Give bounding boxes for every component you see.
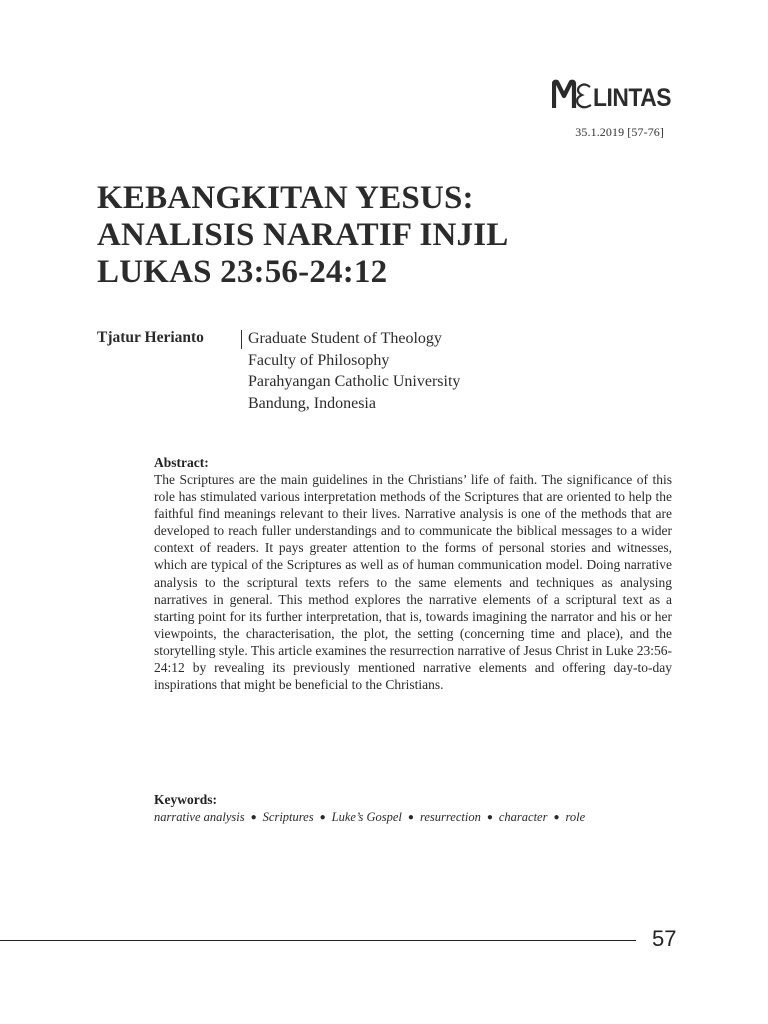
bullet-separator: ● (250, 812, 257, 823)
keyword: role (565, 810, 586, 824)
footer-rule (0, 940, 636, 941)
keywords-list (154, 808, 684, 828)
affiliation-line: Graduate Student of Theology (248, 330, 442, 347)
bullet-separator: ● (319, 812, 326, 823)
keyword: Scriptures (262, 810, 314, 824)
title-line: ANALISIS NARATIF INJIL (97, 217, 509, 253)
author-divider (241, 330, 242, 349)
abstract-section (154, 454, 672, 693)
affiliation-line: Bandung, Indonesia (248, 394, 376, 412)
bullet-separator: ● (553, 812, 560, 823)
article-title (97, 180, 697, 291)
issue-info: 35.1.2019 [57-76] (575, 125, 664, 139)
affiliation-line: Parahyangan Catholic University (248, 373, 461, 390)
author-affiliation (248, 328, 460, 414)
svg-text:LINTAS: LINTAS (593, 84, 671, 112)
keywords-section (154, 791, 684, 828)
abstract-label: Abstract: (154, 455, 209, 470)
bullet-separator: ● (407, 812, 414, 823)
title-line: LUKAS 23:56-24:12 (97, 254, 388, 290)
title-line: KEBANGKITAN YESUS: (97, 180, 474, 216)
page-number: 57 (652, 926, 677, 951)
keyword: character (498, 810, 548, 824)
keyword: Luke’s Gospel (331, 810, 402, 824)
abstract-text: The Scriptures are the main guidelines in the Christians’ life of faith. The significance of this role has stimulated various interpretation methods of the Scriptures that are oriented to help the faithful find meanings relevant to their lives. Narrative analysis is one of the methods that are developed to reach fuller understandings and to communicate the biblical messages to a wider context of readers. It pays greater attention to the forms of personal stories and witnesses, which are typical of the Scriptures as well as of human communication model. Doing narrative analysis to the scriptural texts refers to the same elements and techniques as analysing narratives in general. This method explores the narrative elements of a scriptural text as a starting point for its further interpretation, that is, towards imagining the narrator and his or her viewpoints, the characterisation, the plot, the setting (concerning time and place), and the storytelling style. This article examines the resurrection narrative of Jesus Christ in Luke 23:56-24:12 by revealing its previously mentioned narrative elements and offering day-to-day inspirations that might be beneficial to the Christians. (154, 472, 672, 693)
affiliation-line: Faculty of Philosophy (248, 351, 390, 369)
author-name: Tjatur Herianto (97, 329, 204, 346)
keyword: narrative analysis (154, 810, 245, 824)
journal-logo (552, 78, 672, 112)
keywords-label: Keywords: (154, 792, 217, 807)
keyword: resurrection (419, 810, 481, 824)
bullet-separator: ● (486, 812, 493, 823)
